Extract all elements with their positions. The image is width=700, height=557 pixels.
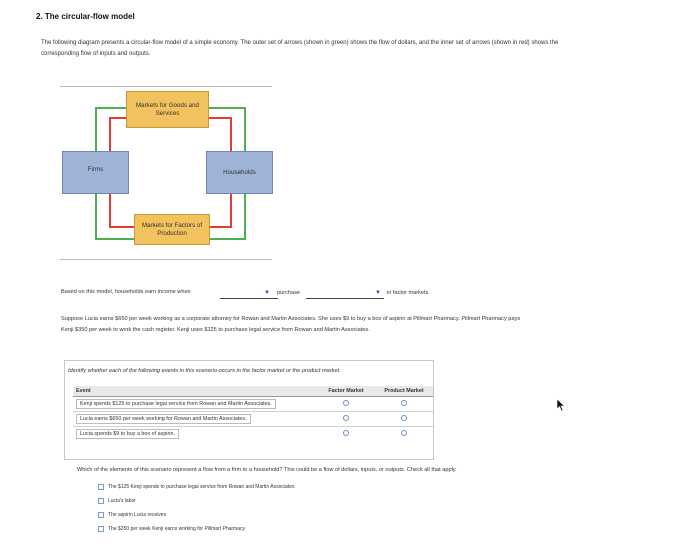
factor-market-cell [317,411,375,426]
factor-market-column-header: Factor Market [317,386,375,396]
factor-market-radio[interactable] [343,415,349,421]
divider-bottom [60,259,272,260]
dropdown-2-chevron-icon[interactable]: ▼ [375,290,381,296]
goods-services-market-label: Markets for Goods and Services [136,101,199,117]
product-market-radio[interactable] [401,400,407,406]
product-market-cell [375,396,433,411]
inner-flow-arrow-top-right [209,118,231,151]
factor-market-cell [317,396,375,411]
income-dropdown-2[interactable] [306,291,384,299]
product-market-cell [375,411,433,426]
fill-in-suffix: in factor markets. [387,290,430,296]
event-cell [73,426,317,441]
table-row [73,426,433,441]
event-text: Kenji spends $125 to purchase legal service from Rowan and Martin Associates. [76,399,276,409]
factors-production-market [134,214,210,245]
factor-market-radio[interactable] [343,400,349,406]
fill-in-prefix: Based on this model, households earn income when [61,289,191,295]
flow-checkbox[interactable] [98,484,104,490]
scenario-text: Suppose Lucia earns $650 per week working as a corporate attorney for Rowan and Martin Associates. She uses $9 to buy a box of aspirin at Pillmart Pharmacy. Pillmart Pharmacy pays Kenji $350 per week to work the cash register. Kenji uses $125 to purchase legal service from Rowan and Martin Associates. [61,316,521,333]
inner-flow-arrow-bottom-left [110,194,134,227]
goods-services-market [126,91,209,128]
flows-prompt: Which of the elements of this scenario represent a flow from a firm to a household? This could be a flow of dollars, inputs, or outputs. Check all that apply. [77,467,457,473]
product-market-radio[interactable] [401,430,407,436]
outer-flow-arrow-top-right [209,108,245,151]
factor-market-cell [317,426,375,441]
list-item[interactable] [98,510,295,519]
event-cell [73,411,317,426]
table-row [73,411,433,426]
list-item[interactable] [98,496,295,505]
outer-flow-arrow-top-left [96,108,126,151]
list-item[interactable] [98,524,295,533]
identify-prompt: Identify whether each of the following events in this scenario occurs in the factor market or the product market. [68,368,341,374]
question-heading: 2. The circular-flow model [36,12,135,21]
product-market-column-header: Product Market [375,386,433,396]
flow-checkbox[interactable] [98,498,104,504]
mouse-cursor-icon [556,398,566,412]
flow-option-label: The $125 Kenji spends to purchase legal service from Rowan and Martin Associates [108,483,295,490]
product-market-cell [375,426,433,441]
outer-flow-arrow-bottom-right [210,194,245,239]
inner-flow-arrow-top-left [110,118,126,151]
factors-production-market-label: Markets for Factors of Production [141,221,203,237]
flow-checkbox[interactable] [98,526,104,532]
firms-label: Firms [87,166,104,173]
factor-market-radio[interactable] [343,430,349,436]
outer-flow-arrow-bottom-left [96,194,134,239]
table-row [73,396,433,411]
question-intro: The following diagram presents a circular-flow model of a simple economy. The outer set of arrows (shown in green) shows the flow of dollars, and the inner set of arrows (shown in red) shows the corresponding flow of inputs and outputs. [41,40,559,57]
events-table-header [73,386,433,396]
list-item[interactable] [98,482,295,491]
households-label: Households [223,168,256,176]
flow-option-label: The aspirin Lucia receives [108,511,167,518]
households-box [206,151,273,194]
flow-option-label: Lucia's labor [108,497,136,504]
divider-top [60,86,272,87]
event-text: Lucia spends $9 to buy a box of aspirin. [76,429,179,439]
fill-in-middle: purchase [277,290,301,296]
flows-checkbox-list [98,482,295,538]
event-text: Lucia earns $650 per week working for Rowan and Martin Associates. [76,414,251,424]
event-cell [73,396,317,411]
dropdown-1-chevron-icon[interactable]: ▼ [264,290,270,296]
firms-box [62,151,129,194]
flow-checkbox[interactable] [98,512,104,518]
event-column-header: Event [73,386,317,396]
product-market-radio[interactable] [401,415,407,421]
inner-flow-arrow-bottom-right [210,194,231,227]
flow-option-label: The $350 per week Kenji earns working for Pillmart Pharmacy [108,525,246,532]
events-table [73,386,433,441]
